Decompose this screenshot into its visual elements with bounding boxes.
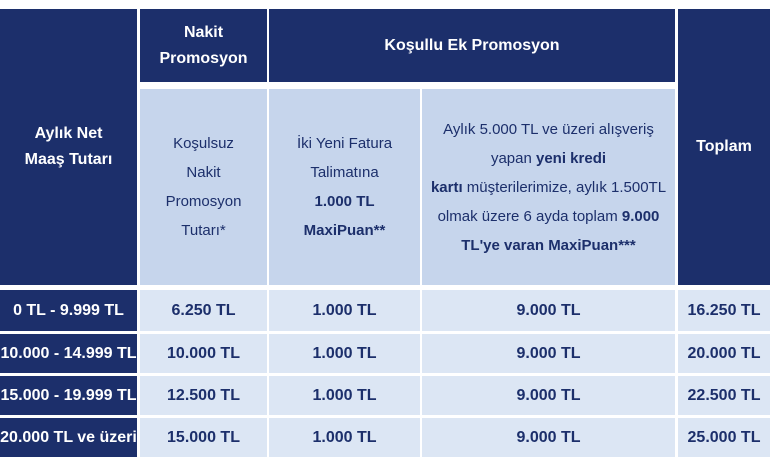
- table-row-total: 25.000 TL: [678, 418, 770, 457]
- table-row-bill: 1.000 TL: [269, 334, 420, 373]
- header-conditional-promo: Koşullu Ek Promosyon: [269, 9, 675, 82]
- table-row-card: 9.000 TL: [422, 290, 675, 331]
- table-row-bill: 1.000 TL: [269, 376, 420, 415]
- table-row-range: 10.000 - 14.999 TL: [0, 334, 137, 373]
- table-row-total: 20.000 TL: [678, 334, 770, 373]
- table-row-cash: 6.250 TL: [140, 290, 267, 331]
- table-row-range: 20.000 TL ve üzeri: [0, 418, 137, 457]
- table-row-card: 9.000 TL: [422, 376, 675, 415]
- subheader-credit-card: Aylık 5.000 TL ve üzeri alışveriş yapan yeni kredi kartı müşterilerimize, aylık 1.500TL olmak üzere 6 ayda toplam 9.000 TL'ye varan MaxiPuan***: [422, 89, 675, 285]
- table-row-total: 22.500 TL: [678, 376, 770, 415]
- header-cash-promo: Nakit Promosyon: [140, 9, 267, 82]
- table-row-cash: 12.500 TL: [140, 376, 267, 415]
- table-row-card: 9.000 TL: [422, 334, 675, 373]
- table-row-range: 15.000 - 19.999 TL: [0, 376, 137, 415]
- table-row-cash: 15.000 TL: [140, 418, 267, 457]
- subheader-bill-instruction: İki Yeni Fatura Talimatına 1.000 TL MaxiPuan**: [269, 89, 420, 285]
- table-row-total: 16.250 TL: [678, 290, 770, 331]
- subheader-unconditional: Koşulsuz Nakit Promosyon Tutarı*: [140, 89, 267, 285]
- table-row-cash: 10.000 TL: [140, 334, 267, 373]
- table-row-range: 0 TL - 9.999 TL: [0, 290, 137, 331]
- header-salary: Aylık Net Maaş Tutarı: [0, 9, 137, 285]
- table-row-bill: 1.000 TL: [269, 418, 420, 457]
- header-total: Toplam: [678, 9, 770, 285]
- table-row-bill: 1.000 TL: [269, 290, 420, 331]
- table-row-card: 9.000 TL: [422, 418, 675, 457]
